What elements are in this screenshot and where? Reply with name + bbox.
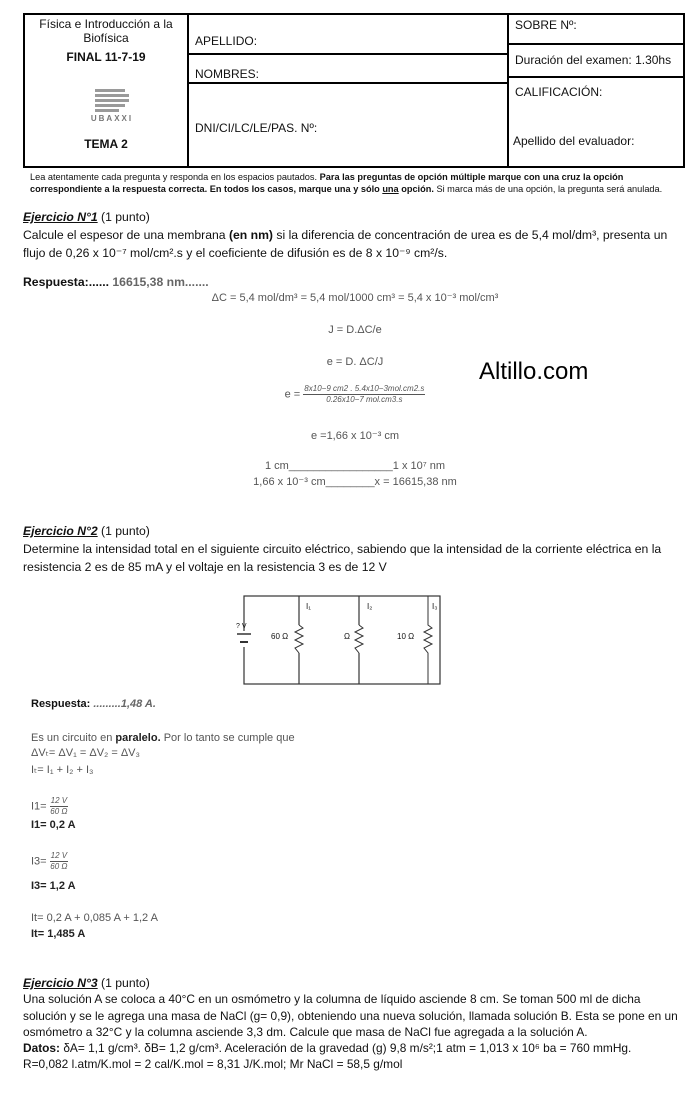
- exercise-2-answer: [31, 698, 156, 710]
- calc-line: 1 cm_________________1 x 10⁷ nm: [264, 460, 446, 472]
- exercise-points: (1 punto): [101, 976, 150, 990]
- header-divider: [187, 15, 189, 166]
- resistor-3-label: 10 Ω: [397, 632, 415, 641]
- exercise-title: Ejercicio N°2: [23, 524, 98, 538]
- current-3-label: I₃: [432, 602, 438, 611]
- calc-line: ΔC = 5,4 mol/dm³ = 5,4 mol/1000 cm³ = 5,4 x 10⁻³ mol/cm³: [211, 292, 499, 304]
- header-divider: [507, 43, 685, 45]
- solution-bold: paralelo.: [115, 732, 161, 744]
- exercise-3-statement: Una solución A se coloca a 40°C en un osmómetro y la columna de líquido asciende 8 cm. Se toman 500 ml de dicha solución y se le agrega una masa de NaCl (g= 0,9), obteniendo una nueva solución, llamada solución B. Esta se pone en un osmómetro a 32°C y la columna asciende 3,3 dm. Calcule que masa de NaCl fue agregada a la solución A.: [23, 992, 678, 1039]
- resistor-gap: [422, 625, 434, 653]
- i1-formula: [31, 796, 68, 817]
- calc-line: J = D.ΔC/e: [328, 324, 382, 336]
- formula-fraction: [50, 796, 68, 817]
- statement-text: si la diferencia de concentración de urea es de 5,4 mol/dm³, presenta un flujo de 0,26 x 10⁻⁷ mol/cm².s y el coeficiente de difusión es de 8 x 10⁻⁹ cm²/s.: [23, 228, 668, 260]
- current-2-label: I₂: [367, 602, 373, 611]
- fraction-numerator: 12 V: [50, 796, 68, 805]
- calc-prefix: e =: [284, 388, 301, 401]
- i3-formula: [31, 851, 68, 872]
- resistor-gap: [293, 625, 305, 653]
- exercise-1-statement: [23, 226, 686, 262]
- exercise-3-heading: [23, 974, 686, 992]
- fraction-denominator: 60 Ω: [50, 862, 68, 871]
- datos-text: δA= 1,1 g/cm³. δB= 1,2 g/cm³. Aceleración de la gravedad (g) 9,8 m/s²;1 atm = 1,013 x 10⁶ ba = 760 mmHg.: [63, 1041, 632, 1055]
- exam-date-label: FINAL 11-7-19: [66, 50, 146, 64]
- header-divider: [187, 53, 507, 55]
- exercise-1-answer: [23, 273, 686, 291]
- solution-text: Es un circuito en: [31, 732, 113, 744]
- answer-label: Respuesta:......: [23, 275, 110, 289]
- it-sum: It= 0,2 A + 0,085 A + 1,2 A: [31, 912, 158, 924]
- calificacion-field[interactable]: CALIFICACIÓN:: [515, 85, 603, 99]
- calc-fraction: [303, 384, 425, 405]
- statement-text: Calcule el espesor de una membrana: [23, 228, 226, 242]
- nombres-field[interactable]: NOMBRES:: [195, 67, 260, 81]
- answer-value: .........1,48 A.: [90, 698, 156, 710]
- exercise-title: Ejercicio N°1: [23, 210, 98, 224]
- formula-prefix: I1=: [31, 800, 47, 813]
- exercise-points: (1 punto): [101, 524, 150, 538]
- calc-line: 1,66 x 10⁻³ cm________x = 16615,38 nm: [253, 476, 457, 488]
- duracion-label: Duración del examen: 1.30hs: [515, 53, 672, 67]
- evaluador-field[interactable]: Apellido del evaluador:: [513, 134, 635, 148]
- calc-line: e =1,66 x 10⁻³ cm: [310, 430, 400, 442]
- resistor-2-label: Ω: [344, 632, 350, 641]
- calc-line: e = D. ΔC/J: [326, 356, 384, 368]
- i3-result: I3= 1,2 A: [31, 880, 76, 892]
- resistor-1-label: 60 Ω: [271, 632, 289, 641]
- solution-line: [31, 731, 295, 745]
- exam-header-table: [23, 13, 685, 168]
- exercise-1-heading: [23, 208, 686, 226]
- exercise-title: Ejercicio N°3: [23, 976, 98, 990]
- fraction-numerator: 8x10−9 cm2 . 5.4x10−3mol.cm2.s: [304, 384, 425, 393]
- statement-bold: (en nm): [228, 228, 273, 242]
- header-divider: [507, 76, 685, 78]
- instructions-text: Si marca más de una opción, la pregunta será anulada.: [436, 184, 663, 194]
- apellido-field[interactable]: APELLIDO:: [195, 34, 258, 48]
- solution-text: Por lo tanto se cumple que: [163, 732, 295, 744]
- instructions-text: una: [382, 184, 399, 194]
- answer-value: 16615,38 nm.......: [112, 275, 209, 289]
- datos-label: Datos:: [23, 1041, 60, 1055]
- instructions-text: opción.: [401, 184, 434, 194]
- sobre-field[interactable]: SOBRE Nº:: [515, 18, 577, 32]
- i1-result: I1= 0,2 A: [31, 819, 76, 831]
- resistor-gap: [353, 625, 365, 653]
- instructions: [30, 171, 685, 195]
- exercise-2-statement: Determine la intensidad total en el siguiente circuito eléctrico, sabiendo que la intensidad de la corriente eléctrica en la resistencia 2 es de 85 mA y el voltaje en la resistencia 3 es de 12 V: [23, 542, 662, 574]
- instructions-text: Lea atentamente cada pregunta y responda en los espacios pautados.: [30, 172, 318, 182]
- instructions-text: Para las preguntas de opción múltiple marque con una cruz la opción correspondiente a la respuesta correcta. En todos los casos, marque una y sólo: [30, 172, 624, 194]
- formula-prefix: I3=: [31, 855, 47, 868]
- fraction-denominator: 0.26x10−7 mol.cm3.s: [326, 395, 403, 404]
- header-divider: [507, 15, 509, 166]
- header-divider: [187, 82, 507, 84]
- watermark: Altillo.com: [479, 358, 589, 385]
- subject-title: Física e Introducción a la Biofísica: [39, 17, 173, 45]
- exercise-2-heading: [23, 522, 686, 540]
- exercise-3-data-line2: R=0,082 l.atm/K.mol = 2 cal/K.mol = 8,31 J/K.mol; Mr NaCl = 58,5 g/mol: [23, 1057, 403, 1071]
- formula-fraction: [50, 851, 68, 872]
- logo-text: UBAXXI: [90, 114, 134, 123]
- fraction-numerator: 12 V: [50, 851, 68, 860]
- current-1-label: I₁: [306, 602, 311, 611]
- dni-field[interactable]: DNI/CI/LC/LE/PAS. Nº:: [195, 121, 318, 135]
- calc-fraction-line: [150, 384, 560, 405]
- solution-line: Iₜ= I₁ + I₂ + I₃: [31, 764, 94, 776]
- exercise-3-data: [23, 1040, 686, 1057]
- fraction-denominator: 60 Ω: [50, 807, 68, 816]
- tema-label: TEMA 2: [84, 137, 128, 151]
- it-result: It= 1,485 A: [31, 928, 86, 940]
- solution-line: ΔVₜ= ΔV₁ = ΔV₂ = ΔV₃: [31, 747, 140, 759]
- ubaxxi-logo: [84, 89, 140, 135]
- exercise-points: (1 punto): [101, 210, 150, 224]
- battery-label: ? V: [236, 623, 247, 630]
- answer-label: Respuesta:: [31, 698, 91, 710]
